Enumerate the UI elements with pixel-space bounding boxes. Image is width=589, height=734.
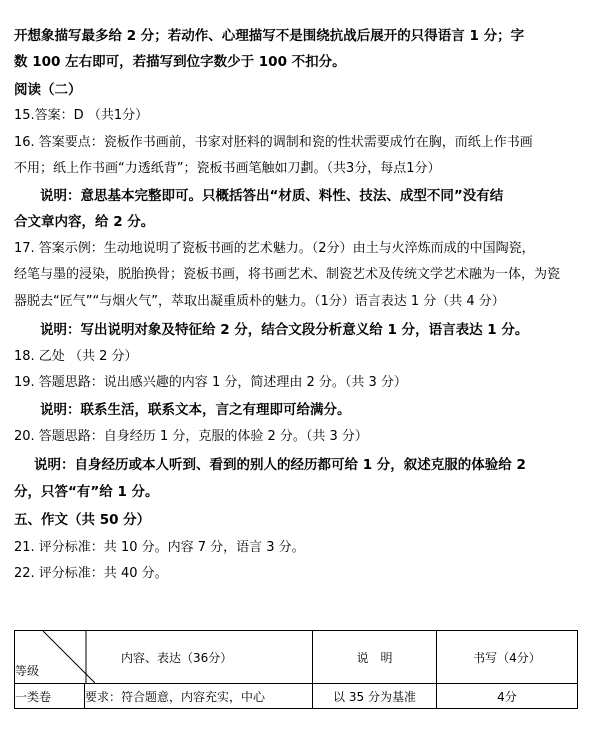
note-20-line-1: 说明：自身经历或本人听到、看到的别人的经历都可给 1 分，叙述克服的体验给 2 bbox=[34, 457, 526, 473]
answer-18: 18. 乙处 （共 2 分） bbox=[14, 349, 138, 364]
writing-score-cell: 4分 bbox=[437, 684, 578, 709]
note-16-line-1: 说明：意思基本完整即可。只概括答出“材质、料性、技法、成型不同”没有结 bbox=[40, 188, 504, 204]
scoring-21: 21. 评分标准：共 10 分。内容 7 分，语言 3 分。 bbox=[14, 540, 305, 555]
header-content-expression: 内容、表达（36分） bbox=[121, 651, 233, 665]
answer-20: 20. 答题思路：自身经历 1 分，克服的体验 2 分。（共 3 分） bbox=[14, 429, 368, 444]
note-16-line-2: 合文章内容，给 2 分。 bbox=[14, 214, 155, 230]
section-heading-composition: 五、作文（共 50 分） bbox=[14, 512, 151, 528]
answer-17-line-3: 器脱去“匠气”“与烟火气”，萃取出凝重质朴的魅力。（1分）语言表达 1 分（共 4 分） bbox=[14, 294, 505, 309]
answer-17-line-1: 17. 答案示例：生动地说明了瓷板书画的艺术魅力。（2分）由土与火淬炼而成的中国陶瓷， bbox=[14, 241, 535, 256]
baseline-cell: 以 35 分为基准 bbox=[313, 684, 437, 709]
header-writing bbox=[437, 631, 578, 684]
header-explanation bbox=[313, 631, 437, 684]
header-writing-text: 书写（4分） bbox=[473, 650, 541, 665]
section-heading-reading-2: 阅读（二） bbox=[14, 82, 82, 98]
scoring-table bbox=[14, 630, 578, 709]
note-19: 说明：联系生活，联系文本，言之有理即可给满分。 bbox=[40, 402, 351, 418]
grade-cell: 一类卷 bbox=[15, 684, 85, 709]
answer-16-line-2: 不用；纸上作书画“力透纸背”；瓷板书画笔触如刀劃。（共3分，每点1分） bbox=[14, 161, 441, 176]
table-corner-cell bbox=[15, 631, 313, 684]
text-line-2: 数 100 左右即可，若描写到位字数少于 100 不扣分。 bbox=[14, 54, 346, 70]
corner-label-level: 等级 bbox=[15, 664, 40, 678]
scoring-table-header-row bbox=[15, 631, 578, 684]
table-row bbox=[15, 684, 578, 709]
answer-17-line-2: 经笔与墨的浸染，脱胎换骨；瓷板书画，将书画艺术、制瓷艺术及传统文学艺术融为一体，为瓷 bbox=[14, 267, 561, 282]
note-17: 说明：写出说明对象及特征给 2 分，结合文段分析意义给 1 分，语言表达 1 分。 bbox=[40, 322, 529, 338]
header-explanation-text: 说 明 bbox=[356, 650, 393, 665]
text-line-1: 开想象描写最多给 2 分；若动作、心理描写不是围绕抗战后展开的只得语言 1 分；字 bbox=[14, 28, 525, 44]
scoring-22: 22. 评分标准：共 40 分。 bbox=[14, 566, 168, 581]
note-20-line-2: 分，只答“有”给 1 分。 bbox=[14, 484, 159, 500]
answer-19: 19. 答题思路：说出感兴趣的内容 1 分，简述理由 2 分。（共 3 分） bbox=[14, 375, 407, 390]
answer-16-line-1: 16. 答案要点：瓷板作书画前，书家对胚料的调制和瓷的性状需要成竹在胸，而纸上作书画 bbox=[14, 135, 533, 150]
answer-15: 15.答案：D （共1分） bbox=[14, 108, 149, 123]
requirement-cell: 要求：符合题意，内容充实，中心 bbox=[85, 684, 313, 709]
